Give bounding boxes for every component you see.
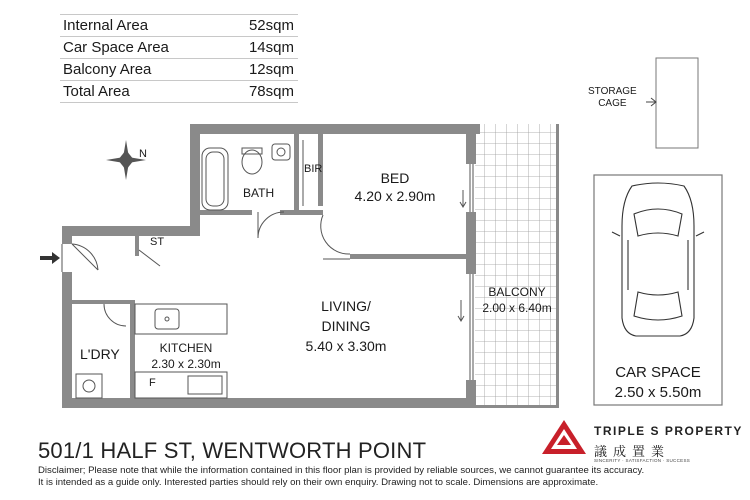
- logo-name: TRIPLE S PROPERTY: [594, 424, 743, 438]
- logo-icon: [542, 420, 586, 454]
- kitchen-name: KITCHEN: [159, 341, 213, 355]
- storage-arrow-icon: [646, 98, 656, 106]
- area-label: Total Area: [60, 81, 223, 103]
- kitchen-label: [140, 342, 232, 372]
- car-icon: [612, 183, 704, 336]
- car-dims: 2.50 x 5.50m: [614, 384, 702, 402]
- bed-label: [340, 170, 450, 204]
- living-label: [276, 298, 416, 354]
- balcony-label: [474, 286, 560, 316]
- laundry-label: L'DRY: [80, 346, 120, 362]
- car-name: CAR SPACE: [615, 364, 701, 381]
- kitchen-dims: 2.30 x 2.30m: [151, 356, 221, 371]
- area-value: 12sqm: [223, 59, 298, 81]
- balcony-name: BALCONY: [488, 285, 546, 299]
- bed-name: BED: [380, 170, 410, 186]
- area-label: Car Space Area: [60, 37, 223, 59]
- area-label: Internal Area: [60, 15, 223, 37]
- entry-door: [72, 244, 98, 270]
- disclaimer-line-1: Disclaimer; Please note that while the information contained in this floor plan is provided by reliable sources, we cannot guarantee its accuracy.: [38, 465, 645, 476]
- living-dims: 5.40 x 3.30m: [305, 338, 387, 355]
- balcony-dims: 2.00 x 6.40m: [482, 300, 552, 315]
- logo-tagline: SINCERITY · SATISFACTION · SUCCESS: [594, 458, 691, 463]
- area-value: 78sqm: [223, 81, 298, 103]
- fridge-label: F: [149, 377, 156, 389]
- bath-label: BATH: [243, 186, 275, 200]
- disclaimer-line-2: It is intended as a guide only. Interested parties should rely on their own enquiry. Drawing not to scale. Dimensions are approximate.: [38, 476, 599, 488]
- car-space-label: [598, 364, 718, 402]
- entry-arrow-icon: [40, 252, 60, 264]
- balcony-tiles: [475, 124, 558, 407]
- living-name: LIVING/: [321, 298, 371, 314]
- bir-label: BIR: [304, 163, 323, 175]
- logo-chinese: 議成置業: [594, 444, 671, 459]
- st-label: ST: [150, 236, 165, 248]
- area-value: 52sqm: [223, 15, 298, 37]
- compass-north-label: N: [139, 148, 147, 160]
- living-name2: DINING: [321, 318, 371, 335]
- storage-cage-label: STORAGE CAGE: [588, 86, 637, 109]
- bed-dims: 4.20 x 2.90m: [354, 188, 436, 205]
- bed-door: [321, 215, 350, 259]
- property-address: 501/1 HALF ST, WENTWORTH POINT: [38, 438, 427, 463]
- area-value: 14sqm: [223, 37, 298, 59]
- disclaimer: [38, 465, 728, 488]
- area-label: Balcony Area: [60, 59, 223, 81]
- storage-cage: [656, 58, 698, 148]
